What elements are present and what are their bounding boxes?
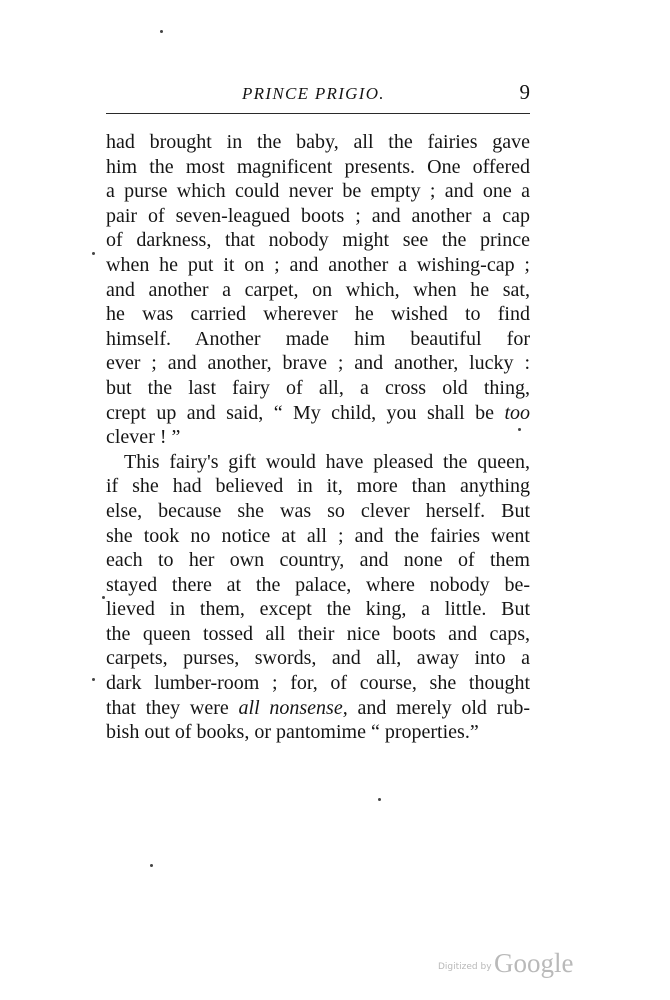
text-line: This fairy's gift would have pleased the queen, <box>124 450 530 473</box>
text-line: and another a carpet, on which, when he sat, <box>106 278 530 301</box>
text-line: if she had believed in it, more than anything <box>106 475 530 498</box>
italic-phrase: all nonsense, <box>238 696 348 719</box>
page-number: 9 <box>519 80 530 104</box>
scan-speck <box>92 252 95 255</box>
text-line: she took no notice at all ; and the fairies went <box>106 524 530 547</box>
digitized-by-google-watermark <box>438 948 598 982</box>
text-line: clever ! ” <box>106 426 181 449</box>
text-line: lieved in them, except the king, a little. But <box>106 598 530 621</box>
scan-speck <box>102 596 105 599</box>
text-line: carpets, purses, swords, and all, away into a <box>106 647 530 670</box>
text-line: the queen tossed all their nice boots and caps, <box>106 622 530 645</box>
text-line: had brought in the baby, all the fairies gave <box>106 131 530 153</box>
text-line: bish out of books, or pantomime “ properties.” <box>106 721 479 744</box>
text-line: him the most magnificent presents. One offered <box>106 155 530 178</box>
running-title: PRINCE PRIGIO. <box>242 84 385 103</box>
text-line: else, because she was so clever herself. But <box>106 499 530 522</box>
scan-speck <box>92 678 95 681</box>
running-head <box>106 80 530 114</box>
scan-speck <box>150 864 153 867</box>
text-line: dark lumber-room ; for, of course, she thought <box>106 672 530 695</box>
text-segment: that they were <box>106 696 229 719</box>
text-line: ever ; and another, brave ; and another, lucky : <box>106 352 530 375</box>
scan-speck <box>160 30 163 33</box>
text-line: but the last fairy of all, a cross old thing, <box>106 376 530 399</box>
text-line: he was carried wherever he wished to find <box>106 303 530 326</box>
scan-speck <box>378 798 381 801</box>
text-line: when he put it on ; and another a wishing-cap ; <box>106 253 530 276</box>
text-line <box>106 696 530 721</box>
scan-speck <box>518 428 521 431</box>
google-logo: Google <box>494 948 574 978</box>
body-text <box>106 130 530 745</box>
watermark-prefix: Digitized by <box>438 962 492 972</box>
italic-word: too <box>504 401 530 424</box>
text-line: of darkness, that nobody might see the prince <box>106 229 530 252</box>
text-line: pair of seven-leagued boots ; and another a cap <box>106 204 530 227</box>
text-line: stayed there at the palace, where nobody be- <box>106 573 530 596</box>
text-line: each to her own country, and none of them <box>106 549 530 572</box>
text-segment: crept up and said, “ My child, you shall be <box>106 401 495 424</box>
text-line: himself. Another made him beautiful for <box>106 327 530 350</box>
text-line <box>106 401 530 426</box>
text-line: a purse which could never be empty ; and one a <box>106 180 530 203</box>
text-segment: and merely old rub- <box>357 696 530 719</box>
header-rule <box>106 113 530 114</box>
